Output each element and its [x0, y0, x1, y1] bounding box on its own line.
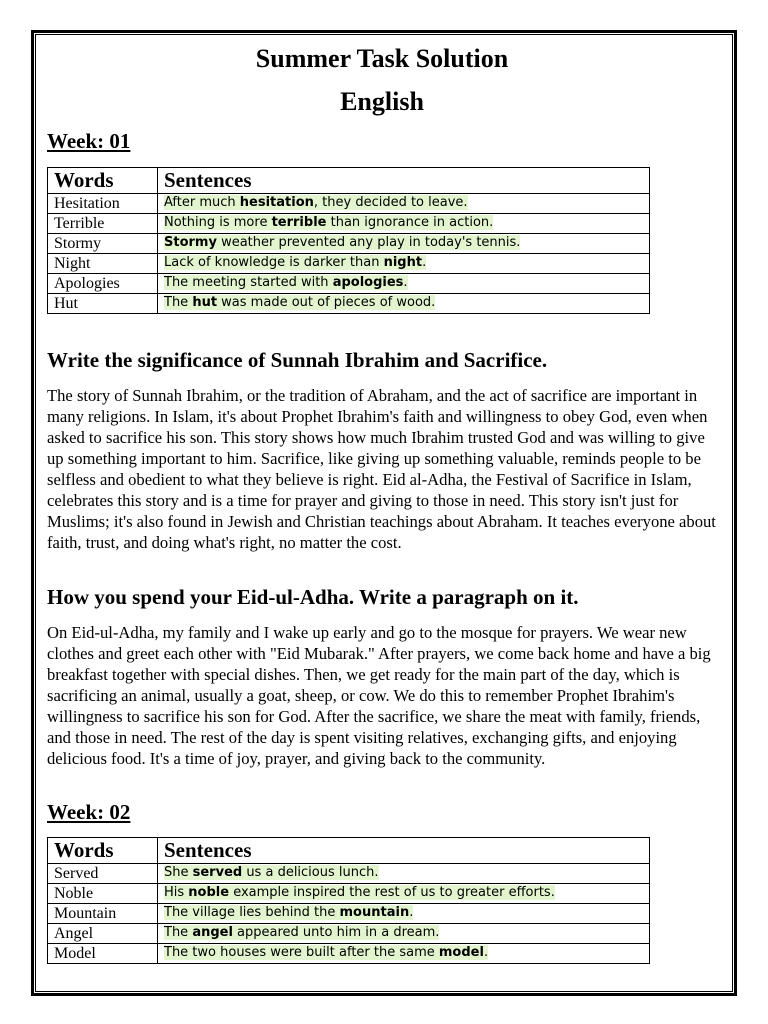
word-cell: Terrible — [48, 214, 158, 234]
words-header: Words — [48, 168, 158, 194]
table-header-row — [48, 168, 650, 194]
word-cell: Hut — [48, 294, 158, 314]
table-row — [48, 944, 650, 964]
week-01-table — [47, 167, 650, 314]
eid-ul-adha-heading: How you spend your Eid-ul-Adha. Write a paragraph on it. — [47, 585, 579, 609]
sentence-text-before: Nothing is more — [164, 215, 272, 230]
sentence-text-after: , they decided to leave. — [313, 195, 468, 210]
sentence-text-after: us a delicious lunch. — [242, 865, 379, 880]
word-cell: Hesitation — [48, 194, 158, 214]
sentence-cell — [158, 274, 650, 294]
sentence-cell — [158, 254, 650, 274]
table-row — [48, 884, 650, 904]
sentence-highlight — [164, 235, 520, 250]
sentence-keyword: terrible — [271, 215, 327, 230]
table-row — [48, 294, 650, 314]
sentence-text-before: The — [164, 295, 193, 310]
table-row — [48, 864, 650, 884]
word-cell: Mountain — [48, 904, 158, 924]
table-row — [48, 904, 650, 924]
word-cell: Night — [48, 254, 158, 274]
sentence-keyword: mountain — [339, 905, 410, 920]
word-cell: Noble — [48, 884, 158, 904]
sentence-keyword: Stormy — [164, 235, 217, 250]
sentence-highlight — [164, 905, 413, 920]
sentence-text-after: . — [483, 945, 489, 960]
word-cell: Apologies — [48, 274, 158, 294]
sentence-text-before: The two houses were built after the same — [164, 945, 439, 960]
sentence-cell — [158, 884, 650, 904]
table-header-row — [48, 838, 650, 864]
table-row — [48, 234, 650, 254]
sentence-keyword: noble — [188, 885, 230, 900]
document-subtitle: English — [340, 87, 424, 116]
sentence-text-after: appeared unto him in a dream. — [232, 925, 440, 940]
eid-ul-adha-paragraph: On Eid-ul-Adha, my family and I wake up early and go to the mosque for prayers. We wear new clothes and greet each other with "Eid Mubarak." After prayers, we come back home and have a big breakfast together with special dishes. Then, we get ready for the main part of the day, which is sacrificing an animal, usually a goat, sheep, or cow. We do this to remember Prophet Ibrahim's willingness to sacrifice his son for God. After the sacrifice, we share the meat with family, friends, and those in need. The rest of the day is spent visiting relatives, exchanging gifts, and enjoying delicious food. It's a time of joy, prayer, and giving back to the community. — [47, 623, 711, 768]
sentence-cell — [158, 904, 650, 924]
sentence-cell — [158, 924, 650, 944]
sentence-text-before: Lack of knowledge is darker than — [164, 255, 384, 270]
sentence-keyword: hut — [192, 295, 218, 310]
word-cell: Angel — [48, 924, 158, 944]
sentence-cell — [158, 194, 650, 214]
sentence-highlight — [164, 945, 488, 960]
sentence-text-after: . — [422, 255, 427, 270]
sentence-text-after: was made out of pieces of wood. — [217, 295, 436, 310]
sentence-text-after: weather prevented any play in today's tennis. — [216, 235, 521, 250]
sentence-cell — [158, 944, 650, 964]
sentence-highlight — [164, 275, 408, 290]
word-cell: Model — [48, 944, 158, 964]
sentence-text-before: After much — [164, 195, 240, 210]
sentence-highlight — [164, 925, 439, 940]
sentence-cell — [158, 294, 650, 314]
sunnah-ibrahim-paragraph: The story of Sunnah Ibrahim, or the tradition of Abraham, and the act of sacrifice are important in many religions. In Islam, it's about Prophet Ibrahim's faith and willingness to obey God, even when asked to sacrifice his son. This story shows how much Ibrahim trusted God and was willing to give up something important to him. Sacrifice, like giving up something valuable, reminds people to be selfless and obedient to what they believe is right. Eid al-Adha, the Festival of Sacrifice in Islam, celebrates this story and is a time for prayer and giving to those in need. This story isn't just for Muslims; it's also found in Jewish and Christian teachings about Abraham. It teaches everyone about faith, trust, and doing what's right, no matter the cost. — [47, 386, 716, 552]
table-row — [48, 214, 650, 234]
sentence-keyword: night — [383, 255, 423, 270]
sentence-highlight — [164, 215, 493, 230]
sentence-text-after: . — [409, 905, 414, 920]
sentence-cell — [158, 214, 650, 234]
sentence-keyword: angel — [192, 925, 233, 940]
sentence-text-before: His — [164, 885, 189, 900]
sentence-text-after: example inspired the rest of us to greater efforts. — [229, 885, 555, 900]
words-header: Words — [48, 838, 158, 864]
sentence-text-before: The village lies behind the — [164, 905, 340, 920]
document-title: Summer Task Solution — [255, 44, 509, 73]
table-row — [48, 194, 650, 214]
sentence-keyword: served — [192, 865, 243, 880]
sentence-text-before: The — [164, 925, 193, 940]
word-cell: Served — [48, 864, 158, 884]
table-row — [48, 274, 650, 294]
table-row — [48, 254, 650, 274]
sentence-cell — [158, 234, 650, 254]
sentence-keyword: model — [438, 945, 484, 960]
sentence-text-after: than ignorance in action. — [326, 215, 494, 230]
week-02-label: Week: 02 — [47, 800, 131, 824]
table-row — [48, 924, 650, 944]
sentence-highlight — [164, 865, 379, 880]
sunnah-ibrahim-heading: Write the significance of Sunnah Ibrahim and Sacrifice. — [47, 348, 548, 372]
sentence-text-before: The meeting started with — [164, 275, 333, 290]
sentence-text-after: . — [403, 275, 408, 290]
sentence-highlight — [164, 295, 435, 310]
week-01-label: Week: 01 — [47, 129, 131, 153]
week-02-table — [47, 837, 650, 964]
sentence-highlight — [164, 885, 555, 900]
sentence-cell — [158, 864, 650, 884]
sentence-keyword: hesitation — [239, 195, 314, 210]
sentences-header: Sentences — [158, 168, 650, 194]
sentence-highlight — [164, 255, 426, 270]
sentences-header: Sentences — [158, 838, 650, 864]
sentence-text-before: She — [164, 865, 193, 880]
word-cell: Stormy — [48, 234, 158, 254]
sentence-highlight — [164, 195, 468, 210]
sentence-keyword: apologies — [332, 275, 404, 290]
